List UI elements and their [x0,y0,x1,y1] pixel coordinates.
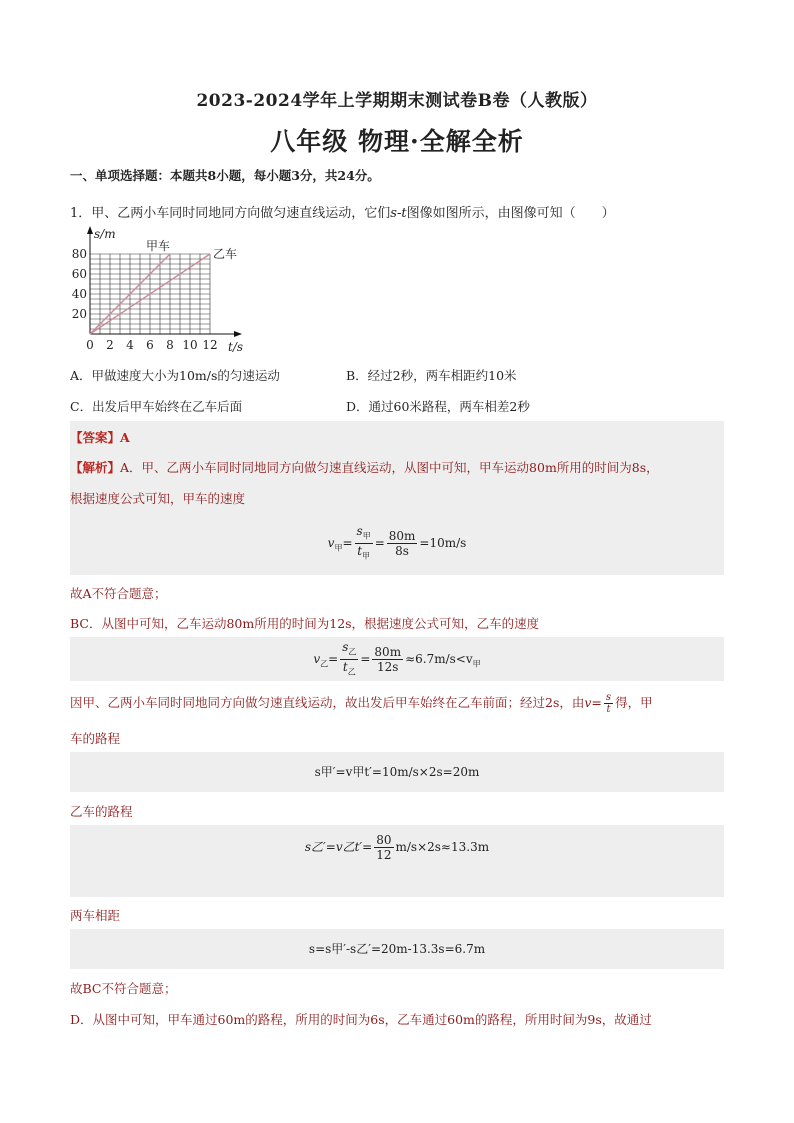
exam-subtitle: 八年级 物理·全解全析 [270,127,524,156]
formula-distance: s=s甲′-s乙′=20m-13.3s=6.7m [70,929,724,969]
series-label-jia: 甲车 [146,239,171,253]
answer-band [70,421,724,451]
analysis-line-10: D．从图中可知，甲车通过60m的路程，所用的时间为6s，乙车通过60m的路程，所用时间为9s，故通过 [70,1012,652,1027]
y-tick-label: 60 [71,267,87,281]
x-axis-label: t/s [228,340,244,354]
formula-s-yi: s乙′=v乙t′= $\frac{80}{12}$ m/s×2s≈13.3m [70,825,724,897]
section-heading: 一、单项选择题：本题共8小题，每小题3分，共24分。 [70,168,380,183]
analysis-line-2: 根据速度公式可知，甲车的速度 [70,491,246,506]
st-graph [68,226,258,358]
formula-s-jia: s甲′=v甲t′=10m/s×2s=20m [70,752,724,792]
option-b[interactable]: B．经过2秒，两车相距约10米 [346,368,517,383]
x-tick-label: 12 [202,338,218,352]
option-d[interactable]: D．通过60米路程，两车相差2秒 [346,399,530,414]
analysis-line-1: 【解析】A．甲、乙两小车同时同地同方向做匀速直线运动，从图中可知，甲车运动80m所用的时间为8s， [70,460,659,475]
x-tick-label: 0 [86,338,94,352]
answer-line: 【答案】A [70,430,130,445]
exam-title: 2023-2024学年上学期期末测试卷B卷（人教版） [196,91,598,111]
y-axis-label: s/m [94,227,116,241]
analysis-line-5: 因甲、乙两小车同时同地同方向做匀速直线运动，故出发后甲车始终在乙车前面；经过2s，由v= $\frac{s}{t}$ 得，甲 [70,692,653,715]
y-tick-label: 80 [71,247,87,261]
x-tick-label: 10 [182,338,198,352]
y-tick-label: 40 [71,287,87,301]
x-tick-label: 2 [106,338,114,352]
analysis-line-6: 车的路程 [70,731,121,746]
analysis-line-8: 两车相距 [70,908,121,923]
series-label-yi: 乙车 [213,247,238,261]
option-c[interactable]: C．出发后甲车始终在乙车后面 [70,399,243,414]
analysis-line-3: 故A不符合题意； [70,586,167,601]
option-a[interactable]: A．甲做速度大小为10m/s的匀速运动 [70,368,280,383]
x-tick-label: 6 [146,338,154,352]
x-tick-label: 4 [126,338,134,352]
formula-v-jia: $v_甲=$ $\frac{s_甲}{t_甲}$ = $\frac{80m}{8s}$ =10m/s [70,523,724,563]
x-tick-label: 8 [166,338,174,352]
y-tick-label: 20 [71,307,87,321]
y-axis-arrow [87,226,93,234]
analysis-line-7: 乙车的路程 [70,804,133,819]
formula-v-yi: $v_乙=$ $\frac{s_乙}{t_乙}$ = $\frac{80m}{12s}$ $\approx 6.7m/s<v_甲$ [70,637,724,681]
x-axis-arrow [234,331,242,337]
analysis-line-4: BC．从图中可知，乙车运动80m所用的时间为12s，根据速度公式可知，乙车的速度 [70,616,540,631]
analysis-line-9: 故BC不符合题意； [70,981,177,996]
question-stem: 1．甲、乙两小车同时同地同方向做匀速直线运动，它们s-t图像如图所示，由图像可知（ ） [70,206,615,221]
